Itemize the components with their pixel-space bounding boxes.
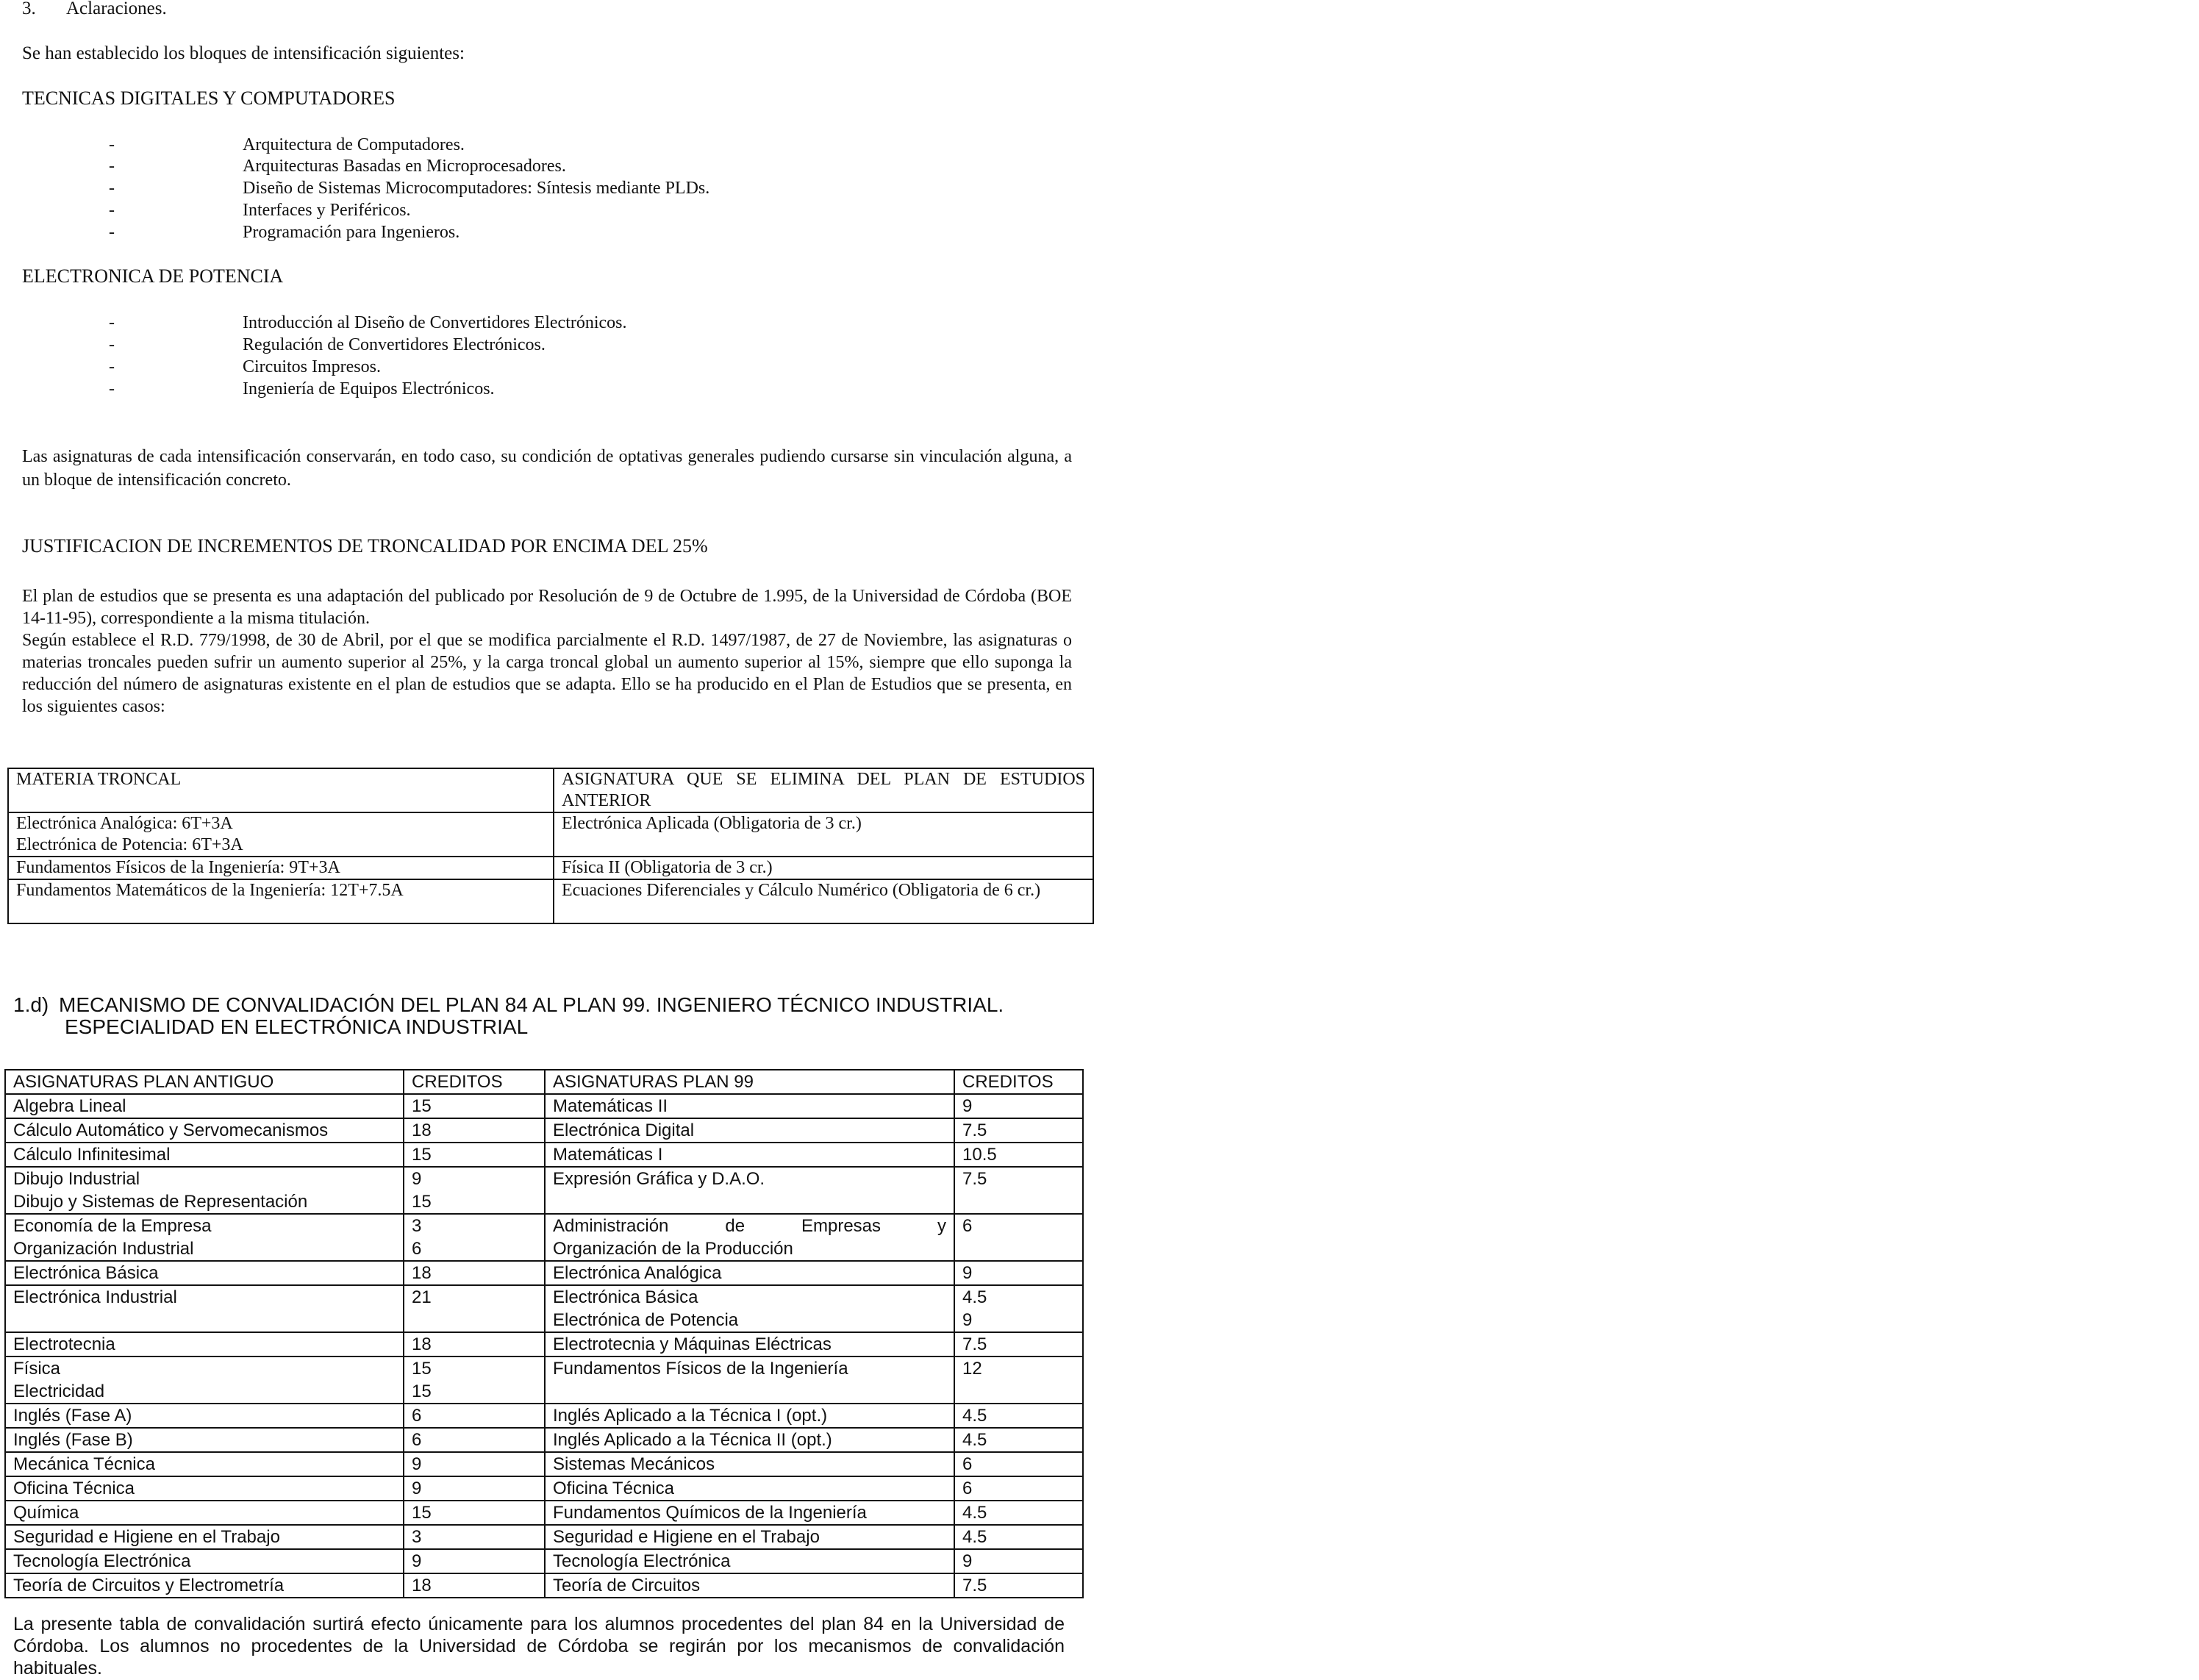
table-cell: 18 [404,1261,545,1285]
table-cell: Electrónica Analógica [545,1261,954,1285]
cell-line: Electrónica Básica [553,1287,698,1307]
table-header-cell: ASIGNATURAS PLAN 99 [545,1070,954,1094]
table-cell: 21 [404,1285,545,1332]
table-cell: Seguridad e Higiene en el Trabajo [545,1525,954,1549]
table-cell [5,1214,404,1261]
dash-marker: - [109,201,115,220]
table-cell: 4.5 [954,1404,1083,1428]
list-item: Ingeniería de Equipos Electrónicos. [243,379,495,398]
table-row [5,1356,1083,1404]
cell-line: 4.5 [962,1287,987,1307]
table-header-cell: CREDITOS [954,1070,1083,1094]
block2-heading: ELECTRONICA DE POTENCIA [22,265,284,287]
table-row [5,1332,1083,1356]
list-item: Arquitectura de Computadores. [243,135,465,154]
table-cell: Fundamentos Matemáticos de la Ingeniería: 12T+7.5A [8,879,554,923]
dash-marker: - [109,313,115,332]
cell-line: Física [13,1359,61,1379]
table-cell: Mecánica Técnica [5,1452,404,1476]
table-cell: 9 [954,1549,1083,1573]
table-cell: 18 [404,1118,545,1143]
cell-line: Dibujo Industrial [13,1169,140,1189]
table-cell [404,1167,545,1214]
convalidacion-title-line1: MECANISMO DE CONVALIDACIÓN DEL PLAN 84 AL PLAN 99. INGENIERO TÉCNICO INDUSTRIAL. [59,993,1004,1016]
dash-marker: - [109,357,115,376]
cell-line: 9 [962,1310,973,1330]
troncal-table [7,768,1094,924]
table-cell [404,1356,545,1404]
table-cell [8,812,554,857]
note-optativas: Las asignaturas de cada intensificación conservarán, en todo caso, su condición de optativas generales pudiendo cursarse sin vinculación alguna, a un bloque de intensificación concreto. [22,447,1072,490]
list-item: Interfaces y Periféricos. [243,201,411,220]
table-cell: Inglés Aplicado a la Técnica I (opt.) [545,1404,954,1428]
convalidacion-footnote: La presente tabla de convalidación surtirá efecto únicamente para los alumnos procedentes del plan 84 en la Universidad de Córdoba. Los alumnos no procedentes de la Universidad de Córdoba se regirán por los mecanismos de convalidación habituales. [13,1614,1065,1679]
table-cell: 7.5 [954,1167,1083,1214]
table-cell: Cálculo Infinitesimal [5,1143,404,1167]
table-cell: Seguridad e Higiene en el Trabajo [5,1525,404,1549]
table-cell: 7.5 [954,1118,1083,1143]
table-cell: Química [5,1501,404,1525]
table-cell: 9 [404,1452,545,1476]
table-cell: Inglés (Fase B) [5,1428,404,1452]
table-row [5,1404,1083,1428]
table-row [5,1285,1083,1332]
table-cell: Algebra Lineal [5,1094,404,1118]
table-row [5,1261,1083,1285]
table-cell: Física II (Obligatoria de 3 cr.) [554,857,1093,879]
table-cell: Teoría de Circuitos y Electrometría [5,1573,404,1598]
dash-marker: - [109,379,115,398]
cell-line: 6 [412,1239,422,1259]
table-cell: 18 [404,1573,545,1598]
cell-line: Dibujo y Sistemas de Representación [13,1192,308,1212]
dash-marker: - [109,335,115,354]
list-item: Introducción al Diseño de Convertidores Electrónicos. [243,313,627,332]
cell-line: 9 [412,1169,422,1189]
list-item: Diseño de Sistemas Microcomputadores: Síntesis mediante PLDs. [243,179,710,198]
table-cell [545,1285,954,1332]
dash-marker: - [109,179,115,198]
table-row [5,1214,1083,1261]
table-cell: 9 [954,1261,1083,1285]
table-cell: Inglés Aplicado a la Técnica II (opt.) [545,1428,954,1452]
table-cell: 7.5 [954,1573,1083,1598]
table-cell: Expresión Gráfica y D.A.O. [545,1167,954,1214]
table-header-cell: ASIGNATURA QUE SE ELIMINA DEL PLAN DE ESTUDIOS ANTERIOR [554,768,1093,812]
dash-marker: - [109,223,115,242]
dash-marker: - [109,157,115,176]
cell-line: Electrónica Analógica: 6T+3A [16,814,233,833]
section-intro: Se han establecido los bloques de intensificación siguientes: [22,43,465,63]
table-cell: Matemáticas I [545,1143,954,1167]
table-cell: 12 [954,1356,1083,1404]
justificacion-paragraphs [22,585,1072,718]
table-row [5,1525,1083,1549]
convalidacion-table [4,1069,1084,1598]
table-cell: Oficina Técnica [5,1476,404,1501]
table-cell [545,1214,954,1261]
table-cell: 6 [404,1428,545,1452]
table-cell: Electrónica Industrial [5,1285,404,1332]
table-row [5,1094,1083,1118]
cell-line: Electrónica de Potencia [553,1310,739,1330]
table-cell: Electrotecnia [5,1332,404,1356]
table-row [5,1573,1083,1598]
table-row [5,1452,1083,1476]
table-cell: Fundamentos Químicos de la Ingeniería [545,1501,954,1525]
table-cell [5,1167,404,1214]
table-cell: Electrónica Aplicada (Obligatoria de 3 cr.) [554,812,1093,857]
table-cell: 15 [404,1143,545,1167]
convalidacion-number: 1.d) [13,993,49,1016]
cell-line: Electricidad [13,1381,105,1401]
table-row [5,1549,1083,1573]
table-cell: 15 [404,1094,545,1118]
list-item: Circuitos Impresos. [243,357,381,376]
table-row [5,1476,1083,1501]
table-cell: 10.5 [954,1143,1083,1167]
cell-line: Electrónica de Potencia: 6T+3A [16,835,243,854]
cell-line: Economía de la Empresa [13,1216,212,1236]
table-row [8,857,1093,879]
section-title: Aclaraciones. [66,0,167,18]
table-row [5,1143,1083,1167]
table-row [8,812,1093,857]
justificacion-p2: Según establece el R.D. 779/1998, de 30 de Abril, por el que se modifica parcialmente el R.D. 1497/1987, de 27 de Noviembre, las asignaturas o materias troncales pueden sufrir un aumento superior al 25%, y la carga troncal global un aumento superior al 15%, siempre que ello suponga la reducción del número de asignaturas existente en el plan de estudios que se adapta. Ello se ha producido en el Plan de Estudios que se presenta, en los siguientes casos: [22,631,1072,716]
cell-line: 15 [412,1381,432,1401]
table-header-row [5,1070,1083,1094]
table-cell: Oficina Técnica [545,1476,954,1501]
table-cell: 6 [954,1452,1083,1476]
table-cell: Matemáticas II [545,1094,954,1118]
list-item: Arquitecturas Basadas en Microprocesadores. [243,157,566,176]
convalidacion-title-line2: ESPECIALIDAD EN ELECTRÓNICA INDUSTRIAL [65,1015,529,1038]
table-cell: 6 [954,1214,1083,1261]
block1-heading: TECNICAS DIGITALES Y COMPUTADORES [22,87,396,109]
table-row [5,1118,1083,1143]
table-cell: 15 [404,1501,545,1525]
table-cell: 9 [954,1094,1083,1118]
table-cell: 4.5 [954,1428,1083,1452]
table-row [8,879,1093,923]
list-item: Programación para Ingenieros. [243,223,460,242]
cell-line: Administración de Empresas y [553,1216,946,1236]
table-cell: Sistemas Mecánicos [545,1452,954,1476]
table-cell: Electrónica Básica [5,1261,404,1285]
table-cell: 18 [404,1332,545,1356]
table-cell: Tecnología Electrónica [5,1549,404,1573]
table-cell: Fundamentos Físicos de la Ingeniería: 9T+3A [8,857,554,879]
table-cell: Cálculo Automático y Servomecanismos [5,1118,404,1143]
justificacion-heading: JUSTIFICACION DE INCREMENTOS DE TRONCALIDAD POR ENCIMA DEL 25% [22,535,708,557]
table-cell: 4.5 [954,1525,1083,1549]
cell-line: 3 [412,1216,422,1236]
cell-line: Organización Industrial [13,1239,194,1259]
cell-line: 15 [412,1359,432,1379]
table-cell: Ecuaciones Diferenciales y Cálculo Numérico (Obligatoria de 6 cr.) [554,879,1093,923]
table-cell: Tecnología Electrónica [545,1549,954,1573]
table-row [5,1167,1083,1214]
dash-marker: - [109,135,115,154]
table-header-cell: CREDITOS [404,1070,545,1094]
table-row [5,1501,1083,1525]
table-cell: 6 [954,1476,1083,1501]
table-cell: Inglés (Fase A) [5,1404,404,1428]
cell-line: Organización de la Producción [553,1239,793,1259]
justificacion-p1: El plan de estudios que se presenta es una adaptación del publicado por Resolución de 9 de Octubre de 1.995, de la Universidad de Córdoba (BOE 14-11-95), correspondiente a la misma titulación. [22,587,1072,628]
table-cell: Electrotecnia y Máquinas Eléctricas [545,1332,954,1356]
table-header-cell: ASIGNATURAS PLAN ANTIGUO [5,1070,404,1094]
table-cell: Fundamentos Físicos de la Ingeniería [545,1356,954,1404]
table-cell [404,1214,545,1261]
table-header-cell: MATERIA TRONCAL [8,768,554,812]
table-cell: 9 [404,1549,545,1573]
table-cell: 7.5 [954,1332,1083,1356]
cell-line: 15 [412,1192,432,1212]
table-cell: Teoría de Circuitos [545,1573,954,1598]
table-header-row [8,768,1093,812]
table-cell: 4.5 [954,1501,1083,1525]
table-cell [5,1356,404,1404]
table-cell: 9 [404,1476,545,1501]
list-item: Regulación de Convertidores Electrónicos. [243,335,546,354]
section-number: 3. [22,0,36,18]
table-row [5,1428,1083,1452]
table-cell: 6 [404,1404,545,1428]
table-cell [954,1285,1083,1332]
table-cell: 3 [404,1525,545,1549]
table-cell: Electrónica Digital [545,1118,954,1143]
